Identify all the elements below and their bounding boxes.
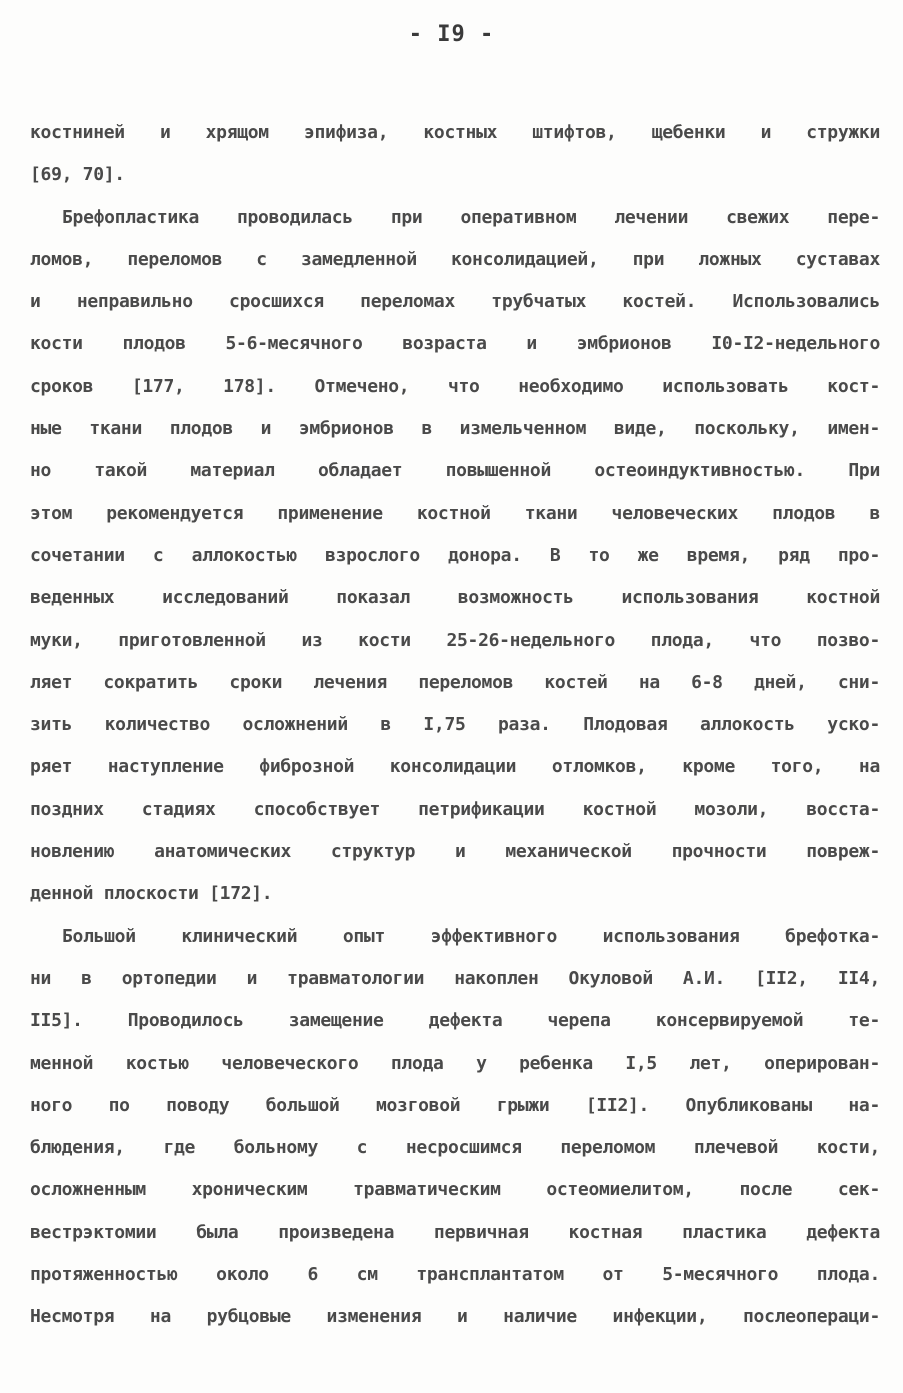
text-line: менной костью человеческого плода у ребенка I,5 лет, оперирован- [30,1052,880,1074]
page-number: - I9 - [408,22,495,47]
text-line: ни в ортопедии и травматологии накоплен Окуловой А.И. [II2, II4, [30,967,880,989]
text-line: Большой клинический опыт эффективного использования брефотка- [62,925,880,947]
text-line: но такой материал обладает повышенной остеоиндуктивностью. При [30,460,880,482]
text-line: зить количество осложнений в I,75 раза. Плодовая аллокость уско- [30,714,880,736]
text-line: Брефопластика проводилась при оперативном лечении свежих пере- [62,206,880,228]
text-line: сочетании с аллокостью взрослого донора. В то же время, ряд про- [30,544,880,566]
text-line: и неправильно сросшихся переломах трубчатых костей. Использовались [30,291,880,313]
text-line: [69, 70]. [30,164,125,186]
text-line: новлению анатомических структур и механической прочности повреж- [30,841,880,863]
text-line: кости плодов 5-6-месячного возраста и эмбрионов I0-I2-недельного [30,333,880,355]
text-line: осложненным хроническим травматическим остеомиелитом, после сек- [30,1179,880,1201]
body-text [30,112,880,1339]
text-line: ные ткани плодов и эмбрионов в измельченном виде, поскольку, имен- [30,418,880,440]
text-line: протяженностью около 6 см трансплантатом от 5-месячного плода. [30,1264,880,1286]
text-line: ного по поводу большой мозговой грыжи [II2]. Опубликованы на- [30,1094,880,1116]
text-line: ляет сократить сроки лечения переломов костей на 6-8 дней, сни- [30,671,880,693]
text-line: муки, приготовленной из кости 25-26-недельного плода, что позво- [30,629,880,651]
text-line: сроков [177, 178]. Отмечено, что необходимо использовать кост- [30,375,880,397]
text-line: поздних стадиях способствует петрификации костной мозоли, восста- [30,798,880,820]
text-line: ряет наступление фиброзной консолидации отломков, кроме того, на [30,756,880,778]
text-line: денной плоскости [172]. [30,883,273,905]
text-line: ломов, переломов с замедленной консолидацией, при ложных суставах [30,248,880,270]
text-line: веденных исследований показал возможность использования костной [30,587,880,609]
text-line: вестрэктомии была произведена первичная костная пластика дефекта [30,1221,880,1243]
text-line: Несмотря на рубцовые изменения и наличие инфекции, послеопераци- [30,1306,880,1328]
text-line: костниней и хрящом эпифиза, костных штифтов, щебенки и стружки [30,122,880,143]
text-line: II5]. Проводилось замещение дефекта черепа консервируемой те- [30,1010,880,1032]
text-line: блюдения, где больному с несросшимся переломом плечевой кости, [30,1137,880,1159]
text-line: этом рекомендуется применение костной ткани человеческих плодов в [30,502,880,524]
